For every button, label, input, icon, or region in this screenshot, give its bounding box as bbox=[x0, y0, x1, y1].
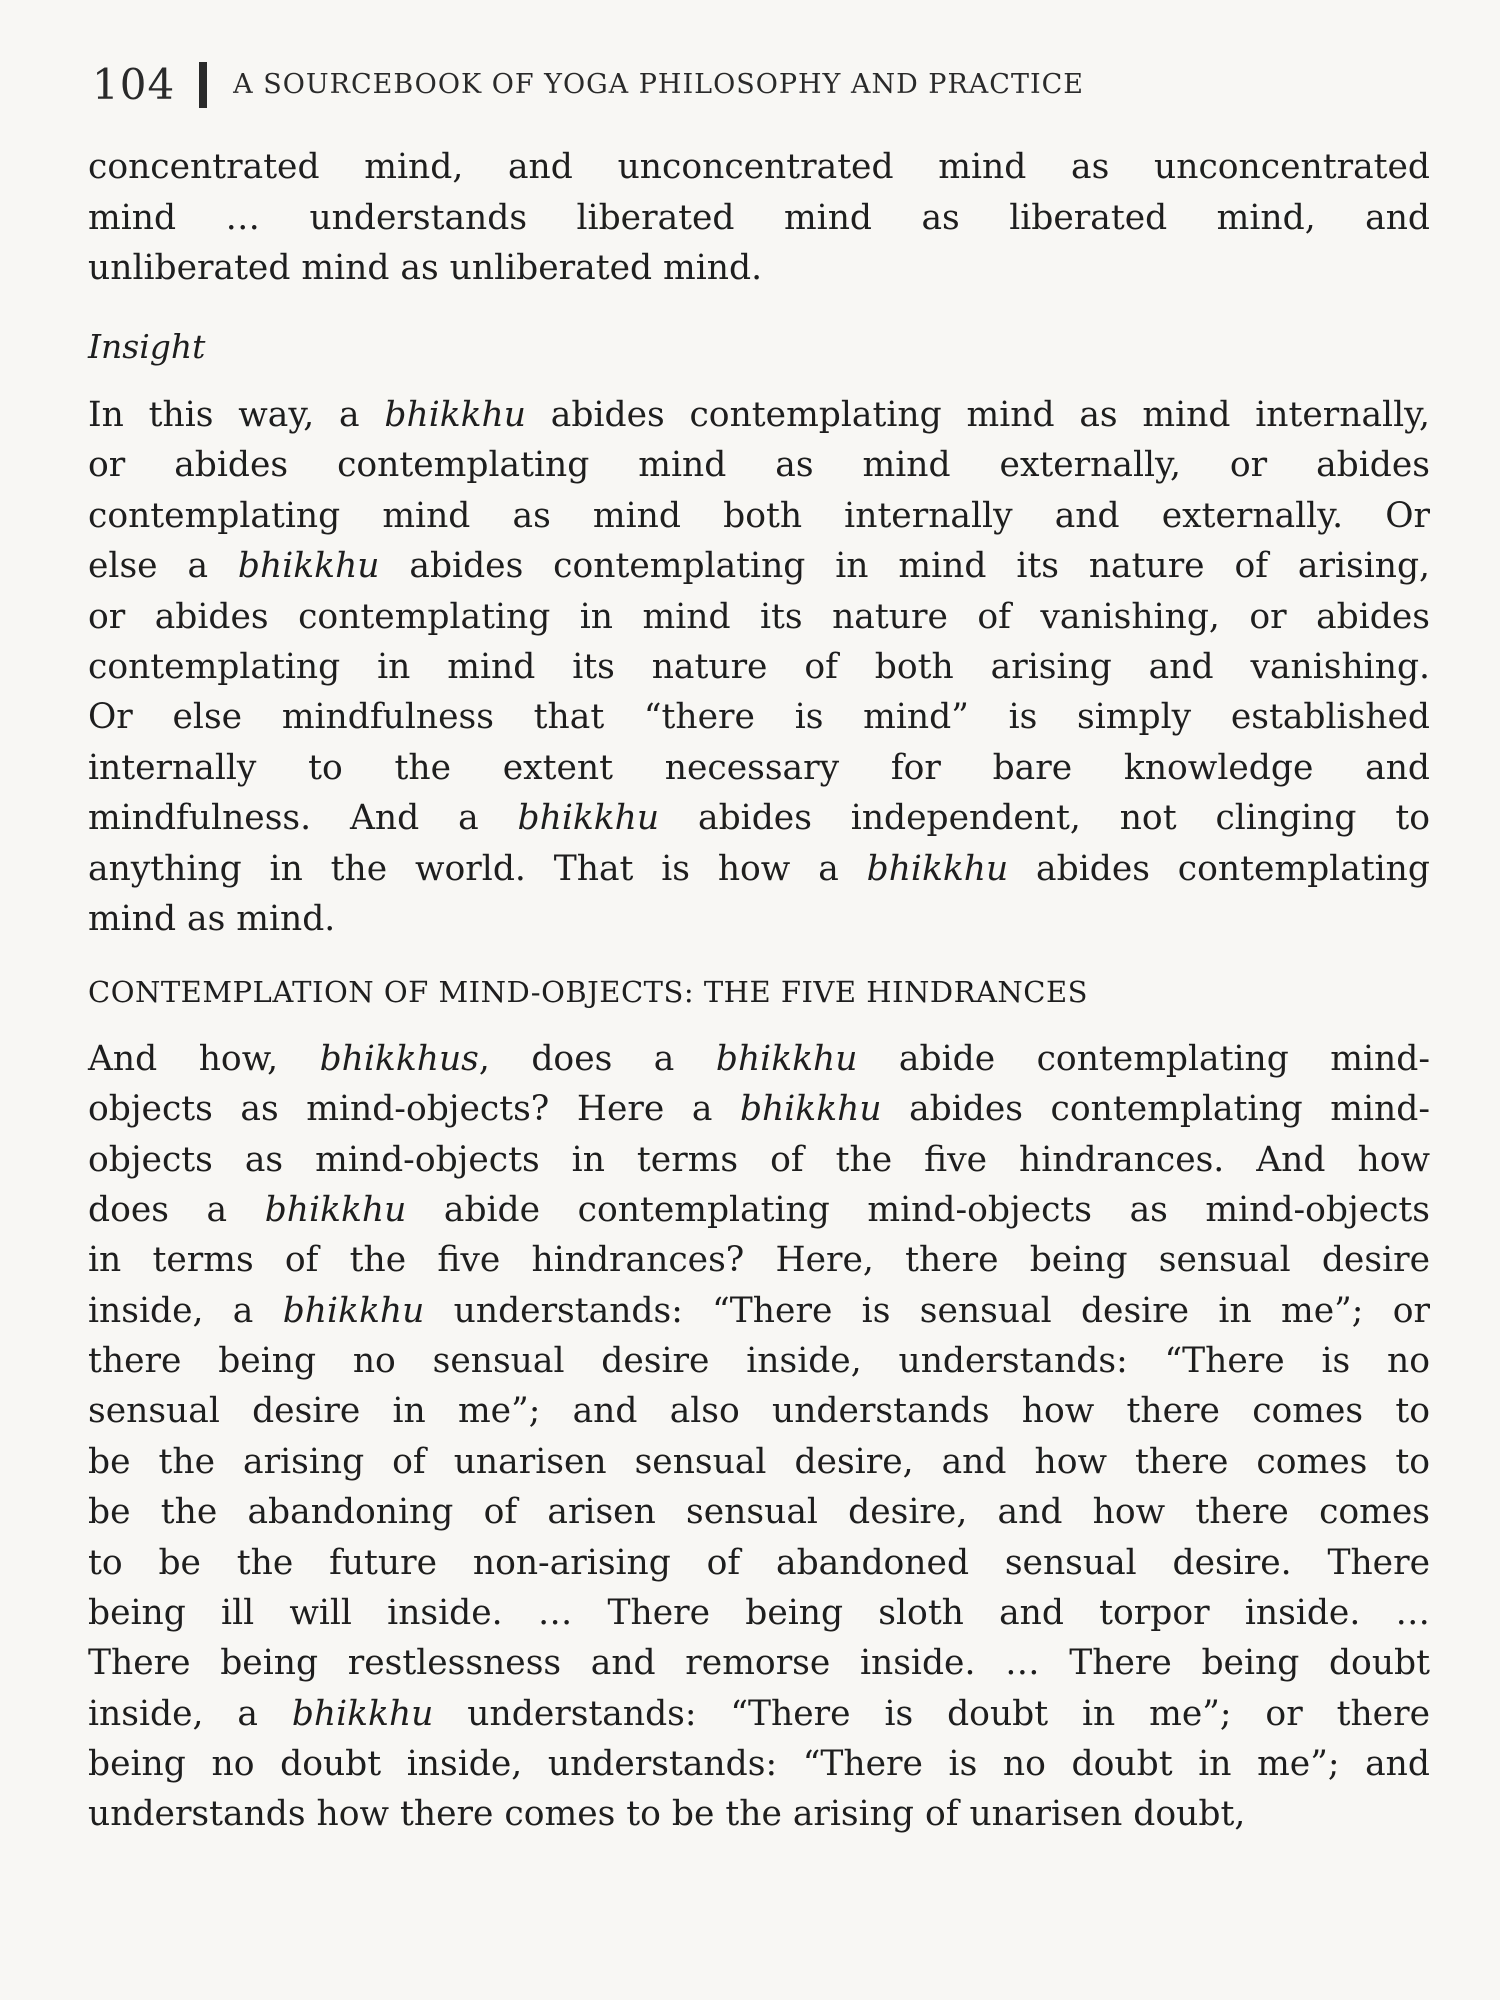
text-line bbox=[88, 1190, 1430, 1231]
text-segment: understands: “There is doubt in me”; or there bbox=[433, 1693, 1430, 1734]
text-line bbox=[88, 647, 1430, 687]
text-line bbox=[88, 1693, 1430, 1734]
text-line bbox=[88, 1542, 1430, 1583]
page-number: 104 bbox=[92, 60, 176, 109]
header-divider-rule bbox=[199, 62, 207, 108]
subheading-insight: Insight bbox=[88, 327, 206, 366]
text-segment: objects as mind-objects? Here a bbox=[88, 1089, 740, 1130]
text-line bbox=[88, 1794, 1430, 1835]
text-line bbox=[88, 1441, 1430, 1482]
text-line bbox=[88, 248, 1430, 288]
text-line bbox=[88, 848, 1430, 889]
text-segment: abides contemplating mind as mind internally, bbox=[526, 395, 1430, 435]
text-line bbox=[88, 495, 1430, 536]
text-segment: objects as mind-objects in terms of the five hindrances. And how bbox=[88, 1139, 1430, 1180]
text-segment: understands: “There is sensual desire in me”; or bbox=[424, 1290, 1431, 1331]
italic-term: bhikkhu bbox=[866, 848, 1009, 889]
text-segment: contemplating mind as mind both internally and externally. Or bbox=[88, 495, 1430, 536]
text-line bbox=[88, 1290, 1431, 1331]
text-segment: being no doubt inside, understands: “There is no doubt in me”; and bbox=[88, 1743, 1430, 1784]
text-line bbox=[88, 798, 1430, 839]
italic-term: bhikkhu bbox=[384, 395, 526, 435]
text-segment: abides independent, not clinging to bbox=[659, 798, 1430, 839]
text-segment: concentrated mind, and unconcentrated mind as unconcentrated bbox=[88, 147, 1430, 187]
text-segment: or abides contemplating mind as mind externally, or abides bbox=[88, 445, 1430, 486]
text-line bbox=[88, 1492, 1430, 1533]
italic-term: bhikkhus bbox=[319, 1039, 479, 1079]
text-line bbox=[88, 1743, 1430, 1784]
text-segment: abide contemplating mind- bbox=[857, 1039, 1431, 1079]
text-segment: internally to the extent necessary for bare knowledge and bbox=[88, 747, 1430, 788]
text-line bbox=[88, 1643, 1430, 1684]
text-segment: being ill will inside. … There being sloth and torpor inside. … bbox=[88, 1592, 1430, 1633]
text-segment: mindfulness. And a bbox=[88, 798, 518, 839]
text-segment: In this way, a bbox=[88, 395, 385, 435]
text-segment: unliberated mind as unliberated mind. bbox=[88, 248, 763, 288]
section-heading: CONTEMPLATION OF MIND-OBJECTS: THE FIVE HINDRANCES bbox=[88, 975, 1089, 1009]
text-segment: there being no sensual desire inside, understands: “There is no bbox=[88, 1341, 1430, 1382]
text-segment: else a bbox=[88, 546, 238, 587]
text-segment: There being restlessness and remorse inside. … There being doubt bbox=[88, 1643, 1430, 1684]
text-segment: mind as mind. bbox=[88, 899, 336, 939]
text-line bbox=[88, 445, 1430, 486]
text-line bbox=[88, 899, 1430, 939]
italic-term: bhikkhu bbox=[739, 1089, 882, 1130]
text-segment: abides contemplating in mind its nature of arising, bbox=[379, 546, 1431, 587]
text-segment: to be the future non-arising of abandoned sensual desire. There bbox=[88, 1542, 1430, 1583]
text-line bbox=[88, 747, 1430, 788]
italic-term: bhikkhu bbox=[282, 1290, 425, 1331]
text-segment: be the abandoning of arisen sensual desire, and how there comes bbox=[88, 1492, 1430, 1533]
text-line bbox=[88, 546, 1431, 587]
text-line bbox=[88, 147, 1430, 187]
text-line bbox=[88, 1391, 1430, 1432]
text-segment: abides contemplating mind- bbox=[881, 1089, 1431, 1130]
text-segment: And how, bbox=[88, 1039, 320, 1079]
text-segment: anything in the world. That is how a bbox=[88, 848, 867, 889]
text-line bbox=[88, 1089, 1431, 1130]
text-segment: does a bbox=[88, 1190, 265, 1231]
italic-term: bhikkhu bbox=[715, 1039, 858, 1079]
text-segment: abides contemplating bbox=[1008, 848, 1430, 889]
text-segment: abide contemplating mind-objects as mind-objects bbox=[406, 1190, 1430, 1231]
italic-term: bhikkhu bbox=[517, 798, 660, 839]
italic-term: bhikkhu bbox=[264, 1190, 407, 1231]
text-line bbox=[88, 1039, 1431, 1079]
text-line bbox=[88, 697, 1430, 738]
running-head bbox=[92, 60, 1084, 109]
text-line bbox=[88, 1341, 1430, 1382]
italic-term: bhikkhu bbox=[291, 1693, 434, 1734]
text-segment: sensual desire in me”; and also understands how there comes to bbox=[88, 1391, 1430, 1432]
text-line bbox=[88, 1592, 1430, 1633]
text-segment: understands how there comes to be the arising of unarisen doubt, bbox=[88, 1794, 1246, 1835]
italic-term: bhikkhu bbox=[237, 546, 380, 587]
text-line bbox=[88, 1139, 1430, 1180]
text-segment: inside, a bbox=[88, 1693, 292, 1734]
text-segment: in terms of the five hindrances? Here, there being sensual desire bbox=[88, 1240, 1430, 1281]
text-segment: mind … understands liberated mind as liberated mind, and bbox=[88, 197, 1430, 238]
text-line bbox=[88, 197, 1430, 238]
text-line bbox=[88, 1240, 1430, 1281]
running-title: A SOURCEBOOK OF YOGA PHILOSOPHY AND PRACTICE bbox=[233, 69, 1085, 100]
text-line bbox=[88, 596, 1430, 637]
text-segment: inside, a bbox=[88, 1290, 283, 1331]
text-segment: , does a bbox=[478, 1039, 716, 1079]
text-segment: be the arising of unarisen sensual desire, and how there comes to bbox=[88, 1441, 1430, 1482]
text-segment: or abides contemplating in mind its nature of vanishing, or abides bbox=[88, 596, 1430, 637]
text-segment: contemplating in mind its nature of both arising and vanishing. bbox=[88, 647, 1430, 687]
text-segment: Or else mindfulness that “there is mind” is simply established bbox=[88, 697, 1430, 738]
text-line bbox=[88, 395, 1430, 435]
